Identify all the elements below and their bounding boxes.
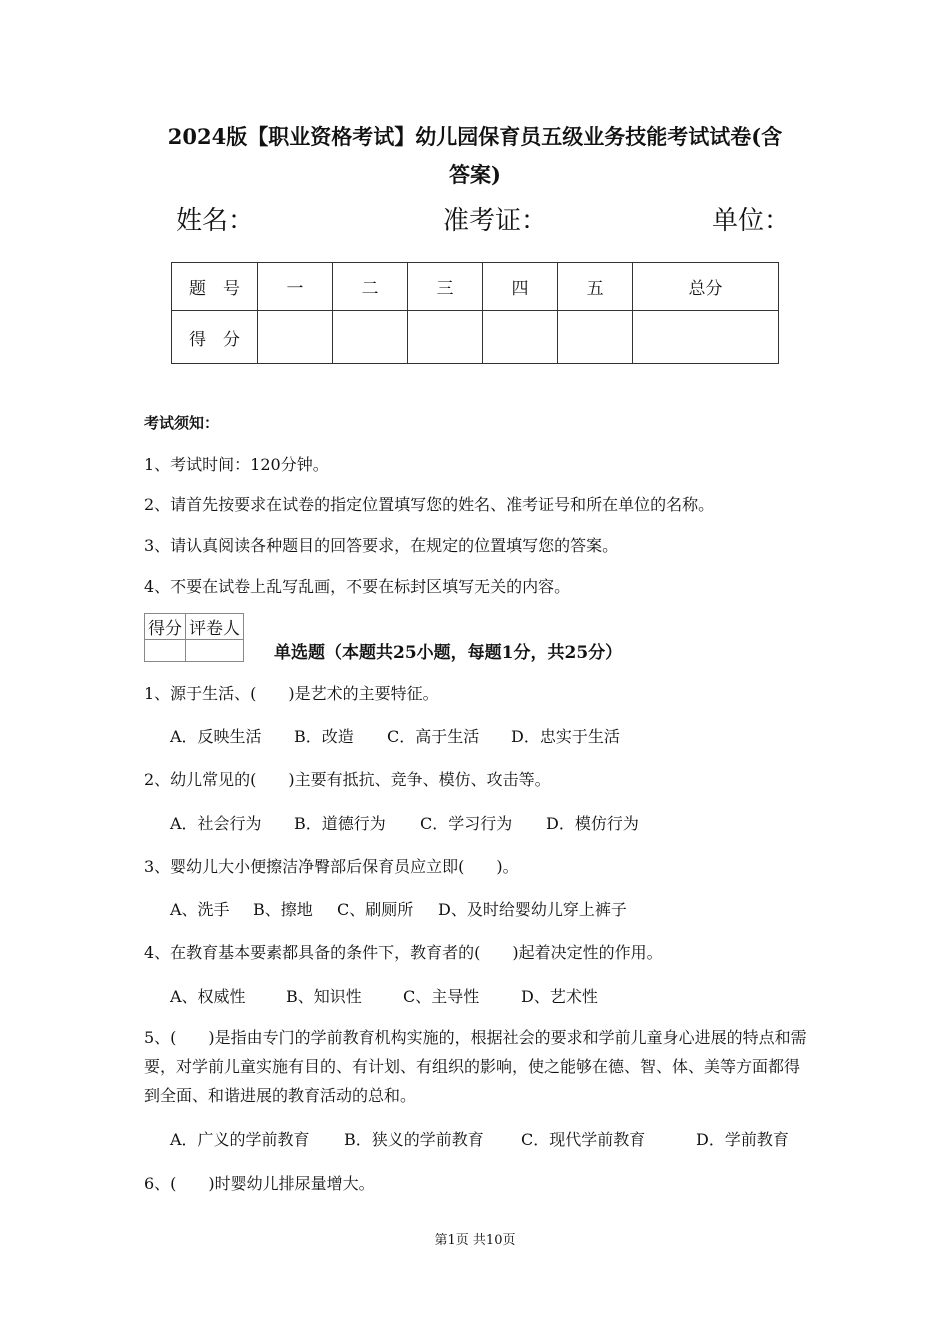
question-4-option-a: A、权威性 <box>170 987 246 1006</box>
score-cell-3[interactable] <box>408 311 483 364</box>
question-2-option-c: C．学习行为 <box>420 814 513 833</box>
score-label: 得 分 <box>172 311 258 364</box>
score-table-score-row <box>172 311 779 364</box>
question-5-option-a: A．广义的学前教育 <box>170 1130 310 1149</box>
title-line-2: 答案) <box>449 162 501 187</box>
question-1-option-b: B．改造 <box>294 727 354 746</box>
score-cell-5[interactable] <box>558 311 633 364</box>
notice-item-2: 2、请首先按要求在试卷的指定位置填写您的姓名、准考证号和所在单位的名称。 <box>144 495 715 514</box>
section-title: 单选题（本题共25小题，每题1分，共25分） <box>274 643 623 663</box>
grader-box <box>144 613 244 662</box>
question-4-option-b: B、知识性 <box>286 987 362 1006</box>
notice-heading: 考试须知： <box>144 414 220 432</box>
header-cell-5: 五 <box>558 263 633 311</box>
score-cell-total[interactable] <box>633 311 779 364</box>
question-number-label: 题 号 <box>172 263 258 311</box>
notice-item-3: 3、请认真阅读各种题目的回答要求，在规定的位置填写您的答案。 <box>144 536 619 555</box>
question-2-stem: 2、幼儿常见的( )主要有抵抗、竞争、模仿、攻击等。 <box>144 770 551 789</box>
page-footer: 第1页 共10页 <box>434 1233 516 1248</box>
question-2-option-a: A．社会行为 <box>170 814 262 833</box>
notice-item-4: 4、不要在试卷上乱写乱画，不要在标封区填写无关的内容。 <box>144 577 571 596</box>
question-5-option-b: B．狭义的学前教育 <box>344 1130 484 1149</box>
score-cell-2[interactable] <box>333 311 408 364</box>
question-4-stem: 4、在教育基本要素都具备的条件下，教育者的( )起着决定性的作用。 <box>144 943 663 962</box>
header-cell-1: 一 <box>258 263 333 311</box>
question-1-option-c: C．高于生活 <box>387 727 480 746</box>
score-cell-1[interactable] <box>258 311 333 364</box>
grader-score-cell[interactable] <box>145 640 186 662</box>
question-1-option-a: A．反映生活 <box>170 727 262 746</box>
question-5-option-c: C．现代学前教育 <box>521 1130 646 1149</box>
score-table <box>171 262 779 364</box>
score-cell-4[interactable] <box>483 311 558 364</box>
question-5-option-d: D．学前教育 <box>696 1130 789 1149</box>
question-4-option-d: D、艺术性 <box>521 987 598 1006</box>
question-1-stem: 1、源于生活、( )是艺术的主要特征。 <box>144 684 439 703</box>
question-3-option-c: C、刷厕所 <box>337 900 414 919</box>
grader-score-label: 得分 <box>145 614 186 640</box>
header-cell-3: 三 <box>408 263 483 311</box>
title-line-1: 2024版【职业资格考试】幼儿园保育员五级业务技能考试试卷(含 <box>167 124 783 149</box>
question-4-option-c: C、主导性 <box>403 987 480 1006</box>
grader-name-label: 评卷人 <box>186 614 244 640</box>
question-2-option-d: D．模仿行为 <box>546 814 639 833</box>
question-6-stem: 6、( )时婴幼儿排尿量增大。 <box>144 1174 375 1193</box>
question-3-stem: 3、婴幼儿大小便擦洁净臀部后保育员应立即( )。 <box>144 857 519 876</box>
document-title <box>120 118 830 194</box>
question-3-option-b: B、擦地 <box>253 900 313 919</box>
unit-label: 单位： <box>712 206 791 236</box>
notice-item-1: 1、考试时间：120分钟。 <box>144 455 329 474</box>
question-3-option-a: A、洗手 <box>170 900 230 919</box>
question-3-option-d: D、及时给婴幼儿穿上裤子 <box>438 900 627 919</box>
question-1-option-d: D．忠实于生活 <box>511 727 620 746</box>
grader-name-cell[interactable] <box>186 640 244 662</box>
header-cell-total: 总分 <box>633 263 779 311</box>
name-label: 姓名： <box>176 206 255 236</box>
header-cell-4: 四 <box>483 263 558 311</box>
header-cell-2: 二 <box>333 263 408 311</box>
score-table-header-row <box>172 263 779 311</box>
question-5-stem: 5、( )是指由专门的学前教育机构实施的，根据社会的要求和学前儿童身心进展的特点和需要，对学前儿童实施有目的、有计划、有组织的影响，使之能够在德、智、体、美等方面都得到全面、和谐进展的教育活动的总和。 <box>144 1028 807 1105</box>
exam-id-label: 准考证： <box>443 206 548 236</box>
question-2-option-b: B．道德行为 <box>294 814 386 833</box>
